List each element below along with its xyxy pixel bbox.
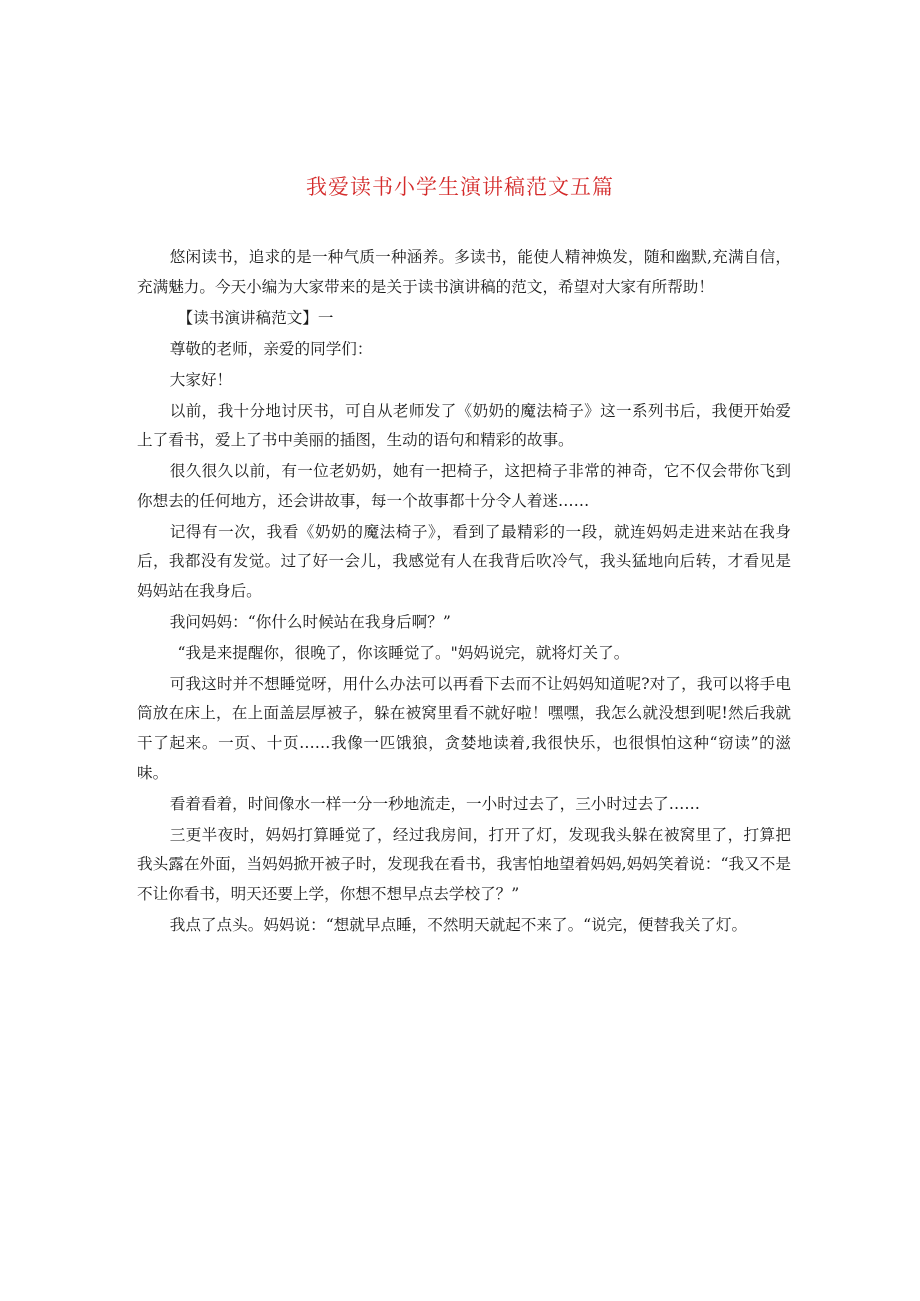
body-paragraph: 以前，我十分地讨厌书，可自从老师发了《奶奶的魔法椅子》这一系列书后，我便开始爱上了看书，爱上了书中美丽的插图，生动的语句和精彩的故事。 (137, 401, 791, 450)
body-paragraph: 三更半夜时，妈妈打算睡觉了，经过我房间，打开了灯，发现我头躲在被窝里了，打算把我头露在外面，当妈妈掀开被子时，发现我在看书，我害怕地望着妈妈,妈妈笑着说：“我又不是不让你看书，明天还要上学，你想不想早点去学校了？” (137, 825, 791, 903)
body-paragraph: 记得有一次，我看《奶奶的魔法椅子》，看到了最精彩的一段，就连妈妈走进来站在我身后，我都没有发觉。过了好一会儿，我感觉有人在我背后吹冷气，我头猛地向后转，才看见是妈妈站在我身后。 (137, 522, 791, 600)
body-paragraph: 看着看着，时间像水一样一分一秒地流走，一小时过去了，三小时过去了…… (169, 794, 700, 813)
body-paragraph: 很久很久以前，有一位老奶奶，她有一把椅子，这把椅子非常的神奇，它不仅会带你飞到你想去的任何地方，还会讲故事，每一个故事都十分令人着迷…… (137, 462, 791, 510)
body-paragraph: 我点了点头。妈妈说：“想就早点睡，不然明天就起不来了。“说完，便替我关了灯。 (169, 915, 748, 934)
dialogue-paragraph: 我问妈妈：“你什么时候站在我身后啊？” (169, 612, 451, 631)
section-heading: 【读书演讲稿范文】一 (177, 308, 334, 327)
document-body (137, 243, 791, 942)
greeting: 大家好！ (169, 370, 233, 389)
salutation: 尊敬的老师，亲爱的同学们： (169, 339, 373, 358)
body-paragraph: 可我这时并不想睡觉呀，用什么办法可以再看下去而不让妈妈知道呢?对了，我可以将手电筒放在床上，在上面盖层厚被子，躲在被窝里看不就好啦！嘿嘿，我怎么就没想到呢!然后我就干了起来。一页、十页……我像一匹饿狼，贪婪地读着,我很快乐，也很惧怕这种“窃读”的滋味。 (137, 674, 791, 782)
document-title: 我爱读书小学生演讲稿范文五篇 (306, 175, 614, 199)
intro-paragraph: 悠闲读书，追求的是一种气质一种涵养。多读书，能使人精神焕发，随和幽默,充满自信，充满魅力。今天小编为大家带来的是关于读书演讲稿的范文，希望对大家有所帮助！ (137, 248, 791, 296)
dialogue-paragraph: “我是来提醒你，很晚了，你该睡觉了。"妈妈说完，就将灯关了。 (177, 643, 630, 662)
